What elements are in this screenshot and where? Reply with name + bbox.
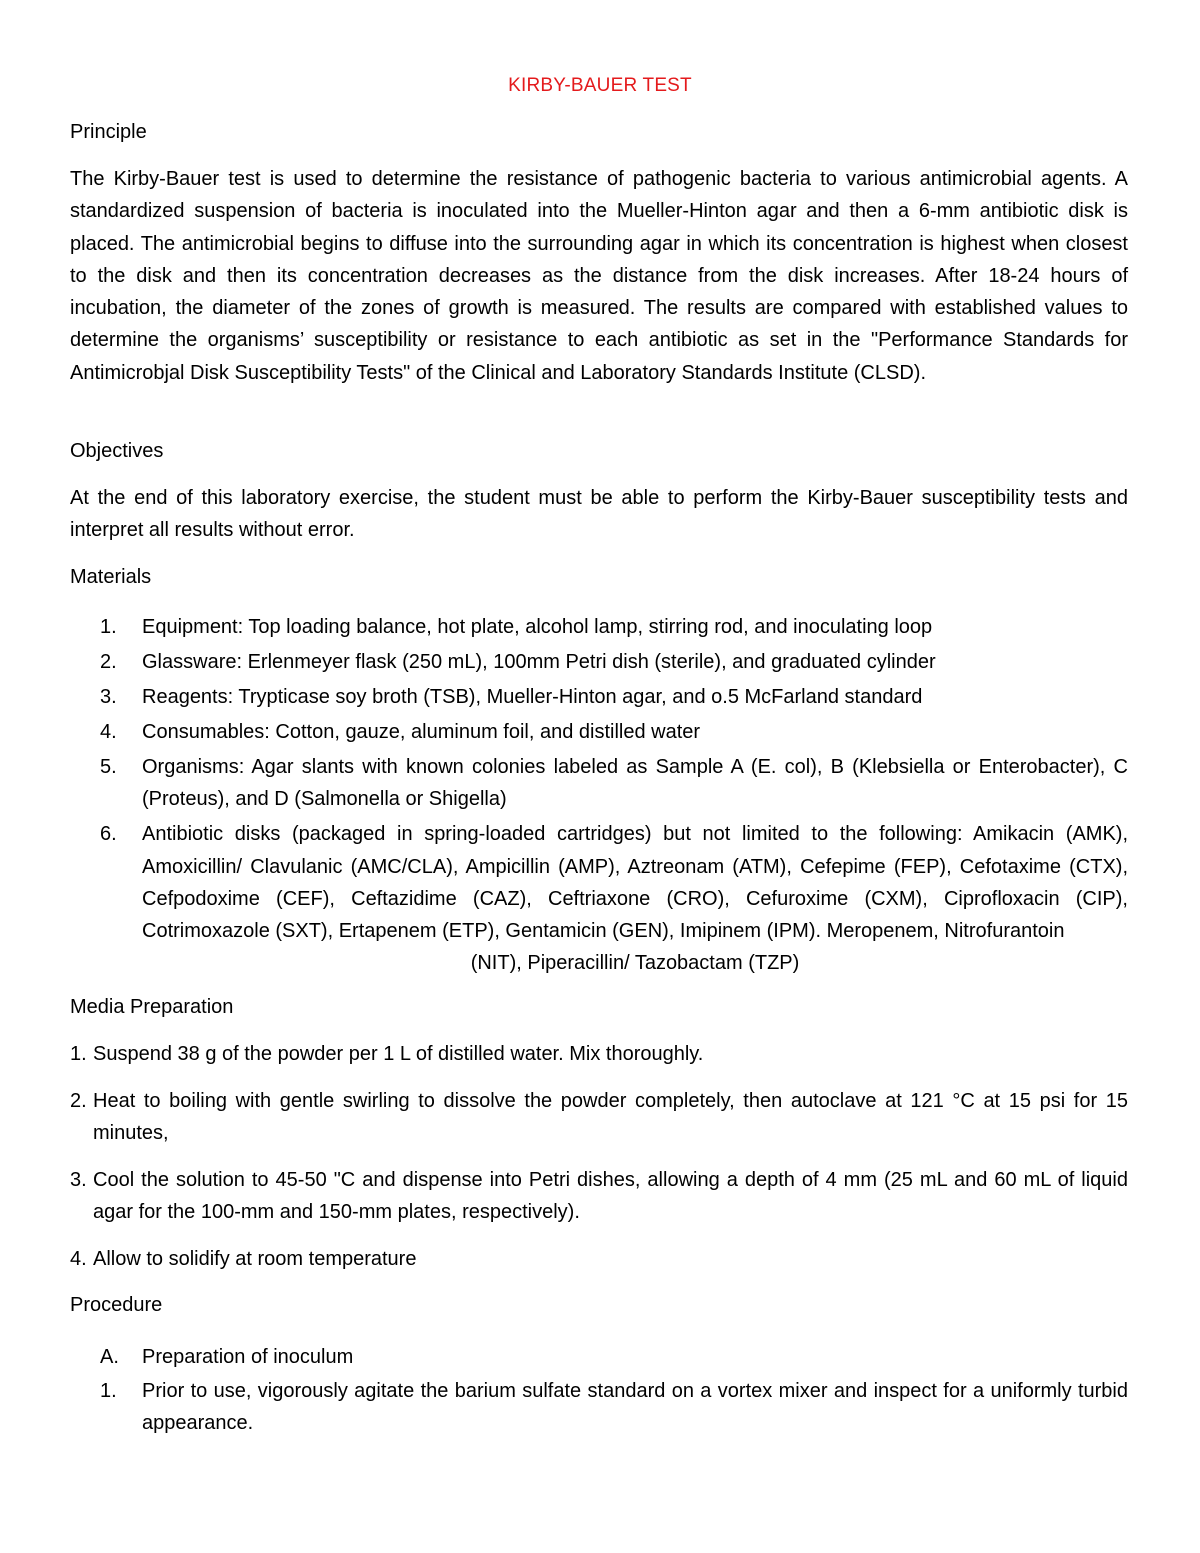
procedure-step [70,1375,1128,1440]
procedure-subsection-label: A. [100,1346,119,1368]
materials-item [70,646,1128,678]
procedure-step-text: Prior to use, vigorously agitate the barium sulfate standard on a vortex mixer and inspect for a uniformly turbid appearance. [142,1379,1128,1435]
materials-item [70,751,1128,816]
objectives-paragraph: At the end of this laboratory exercise, the student must be able to perform the Kirby-Bauer susceptibility tests and interpret all results without error. [70,487,1128,542]
media-step-text: Suspend 38 g of the powder per 1 L of distilled water. Mix thoroughly. [93,1043,704,1065]
materials-item-number: 3. [100,685,117,708]
media-step-number: 3. [70,1169,87,1191]
materials-item [70,716,1128,748]
media-step-number: 2. [70,1090,87,1112]
materials-item-text: Consumables: Cotton, gauze, aluminum foil, and distilled water [142,720,701,743]
materials-heading: Materials [70,566,152,588]
materials-item-text: Organisms: Agar slants with known colonies labeled as Sample A (E. col), B (Klebsiella or Enterobacter), C (Proteus), and D (Salmonella or Shigella) [142,755,1128,811]
media-step-text: Cool the solution to 45-50 "C and dispense into Petri dishes, allowing a depth of 4 mm (25 mL and 60 mL of liquid agar for the 100-mm and 150-mm plates, respectively). [93,1169,1128,1224]
materials-item [70,611,1128,643]
materials-item-number: 5. [100,755,117,778]
materials-item-text: Equipment: Top loading balance, hot plate, alcohol lamp, stirring rod, and inoculating loop [142,616,933,638]
materials-item-number: 2. [100,650,117,673]
materials-item-number: 6. [100,823,117,846]
procedure-list [70,1341,1128,1439]
media-step [70,1243,1128,1275]
materials-item [70,681,1128,713]
media-step [70,1038,1128,1070]
media-step-text: Allow to solidify at room temperature [93,1248,417,1270]
document-title: KIRBY-BAUER TEST [508,75,692,96]
principle-paragraph: The Kirby-Bauer test is used to determine the resistance of pathogenic bacteria to various antimicrobial agents. A standardized suspension of bacteria is inoculated into the Mueller-Hinton agar and then a 6-mm antibiotic disk is placed. The antimicrobial begins to diffuse into the surrounding agar in which its concentration is highest when closest to the disk and then its concentration decreases as the distance from the disk increases. After 18-24 hours of incubation, the diameter of the zones of growth is measured. The results are compared with established values to determine the organisms’ susceptibility or resistance to each antibiotic as set in the "Performance Standards for Antimicrobjal Disk Susceptibility Tests" of the Clinical and Laboratory Standards Institute (CLSD). [70,168,1128,384]
materials-item-number: 4. [100,720,117,743]
media-step-number: 1. [70,1043,87,1065]
principle-heading: Principle [70,121,147,143]
media-step [70,1164,1128,1229]
media-step-text: Heat to boiling with gentle swirling to dissolve the powder completely, then autoclave at 121 °C at 15 psi for 15 minutes, [93,1090,1128,1145]
procedure-step-number: 1. [100,1379,117,1402]
procedure-subsection [70,1341,1128,1373]
materials-item-text-tail: (NIT), Piperacillin/ Tazobactam (TZP) [470,952,800,975]
materials-item-text: Antibiotic disks (packaged in spring-loaded cartridges) but not limited to the following: Amikacin (AMK), Amoxicillin/ Clavulanic (AMC/CLA), Ampicillin (AMP), Aztreonam (ATM), Cefepime (FEP), Cefotaxime (CTX), Cefpodoxime (CEF), Ceftazidime (CAZ), Ceftriaxone (CRO), Cefuroxime (CXM), Ciprofloxacin (CIP), Cotrimoxazole (SXT), Ertapenem (ETP), Gentamicin (GEN), Imipinem (IPM). Meropenem, Nitrofurantoin [142,823,1128,943]
procedure-heading: Procedure [70,1294,163,1316]
procedure-subsection-heading: Preparation of inoculum [142,1346,354,1368]
materials-item-number: 1. [100,616,117,638]
media-preparation-heading: Media Preparation [70,996,234,1018]
materials-item [70,818,1128,979]
media-step [70,1085,1128,1150]
materials-list [70,611,1128,980]
materials-item-text: Glassware: Erlenmeyer flask (250 mL), 100mm Petri dish (sterile), and graduated cylinder [142,650,936,673]
media-step-number: 4. [70,1248,87,1270]
objectives-heading: Objectives [70,440,164,462]
materials-item-text: Reagents: Trypticase soy broth (TSB), Mueller-Hinton agar, and o.5 McFarland standard [142,685,923,708]
